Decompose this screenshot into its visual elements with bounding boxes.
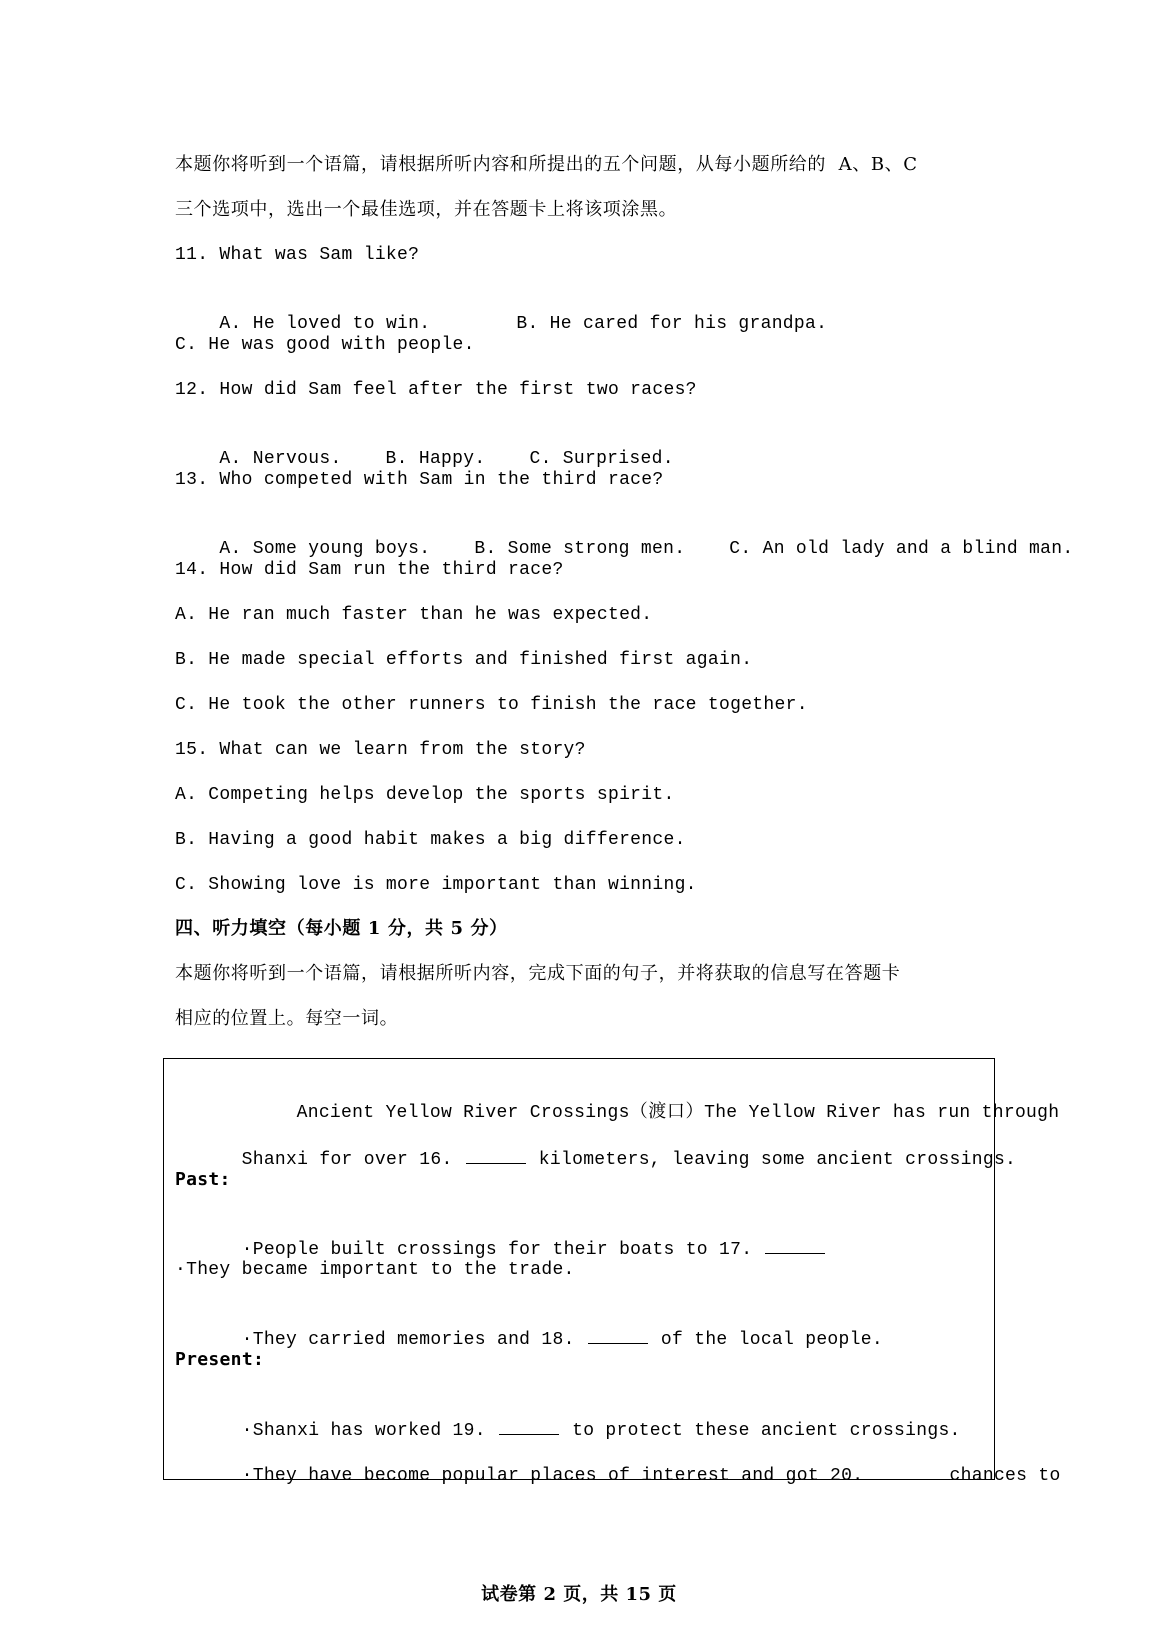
section3-intro-line1: 本题你将听到一个语篇，请根据所听内容和所提出的五个问题，从每小题所给的 A、B、C bbox=[175, 154, 918, 175]
question-11-stem: 11. What was Sam like? bbox=[175, 245, 420, 265]
q11-option-b[interactable]: B. He cared for his grandpa. bbox=[516, 314, 828, 334]
passage-line-2-post: kilometers, leaving some ancient crossings. bbox=[538, 1150, 1017, 1170]
question-15-stem: 15. What can we learn from the story? bbox=[175, 740, 586, 760]
present-item-1-pre: ·Shanxi has worked 19. bbox=[241, 1421, 486, 1441]
past-heading: Past: bbox=[175, 1169, 231, 1190]
present-item-1-post: to protect these ancient crossings. bbox=[572, 1421, 961, 1441]
blank-20[interactable] bbox=[876, 1461, 936, 1480]
blank-16[interactable] bbox=[466, 1145, 526, 1164]
present-item-2 bbox=[175, 1437, 1061, 1512]
question-12-stem: 12. How did Sam feel after the first two races? bbox=[175, 380, 697, 400]
q12-option-a[interactable]: A. Nervous. bbox=[219, 449, 342, 469]
q14-option-b[interactable]: B. He made special efforts and finished first again. bbox=[175, 650, 753, 670]
q14-option-c[interactable]: C. He took the other runners to finish the race together. bbox=[175, 695, 808, 715]
present-item-2-post: chances to bbox=[949, 1466, 1061, 1486]
q12-option-b[interactable]: B. Happy. bbox=[385, 449, 486, 469]
past-item-3 bbox=[175, 1301, 883, 1376]
q14-option-a[interactable]: A. He ran much faster than he was expected. bbox=[175, 605, 653, 625]
past-item-3-post: of the local people. bbox=[660, 1330, 883, 1350]
passage-line-2 bbox=[175, 1121, 1016, 1196]
blank-18[interactable] bbox=[588, 1325, 648, 1344]
section4-intro-line1: 本题你将听到一个语篇，请根据所听内容，完成下面的句子，并将获取的信息写在答题卡 bbox=[175, 963, 901, 984]
question-13-stem: 13. Who competed with Sam in the third race? bbox=[175, 470, 664, 490]
past-item-3-pre: ·They carried memories and 18. bbox=[241, 1330, 575, 1350]
page-footer: 试卷第 2 页，共 15 页 bbox=[481, 1584, 677, 1605]
q11-option-a[interactable]: A. He loved to win. bbox=[219, 314, 431, 334]
passage-title: Ancient Yellow River Crossings bbox=[296, 1103, 630, 1123]
passage-line-2-pre: Shanxi for over 16. bbox=[241, 1150, 453, 1170]
blank-17[interactable] bbox=[765, 1235, 825, 1254]
fill-in-passage-box bbox=[163, 1058, 1061, 1486]
present-item-2-pre: ·They have become popular places of interest and got 20. bbox=[241, 1466, 864, 1486]
section4-heading: 四、听力填空（每小题 1 分，共 5 分） bbox=[175, 918, 508, 939]
q12-option-c[interactable]: C. Surprised. bbox=[529, 449, 674, 469]
q13-option-b[interactable]: B. Some strong men. bbox=[474, 539, 686, 559]
passage-title-cn: （渡口） bbox=[629, 1101, 705, 1122]
present-heading: Present: bbox=[175, 1349, 265, 1370]
q11-option-c[interactable]: C. He was good with people. bbox=[175, 335, 475, 355]
q15-option-a[interactable]: A. Competing helps develop the sports spirit. bbox=[175, 785, 675, 805]
section3-intro-line2: 三个选项中，选出一个最佳选项，并在答题卡上将该项涂黑。 bbox=[175, 199, 678, 220]
q13-option-a[interactable]: A. Some young boys. bbox=[219, 539, 431, 559]
q15-option-b[interactable]: B. Having a good habit makes a big difference. bbox=[175, 830, 686, 850]
past-item-1-text: ·People built crossings for their boats to 17. bbox=[241, 1240, 753, 1260]
past-item-2: ·They became important to the trade. bbox=[175, 1260, 575, 1280]
section4-intro-line2: 相应的位置上。每空一词。 bbox=[175, 1008, 399, 1029]
blank-19[interactable] bbox=[499, 1416, 559, 1435]
q13-option-c[interactable]: C. An old lady and a blind man. bbox=[729, 539, 1074, 559]
q15-option-c[interactable]: C. Showing love is more important than winning. bbox=[175, 875, 697, 895]
question-14-stem: 14. How did Sam run the third race? bbox=[175, 560, 564, 580]
passage-intro-start: The Yellow River has run through bbox=[704, 1103, 1060, 1123]
